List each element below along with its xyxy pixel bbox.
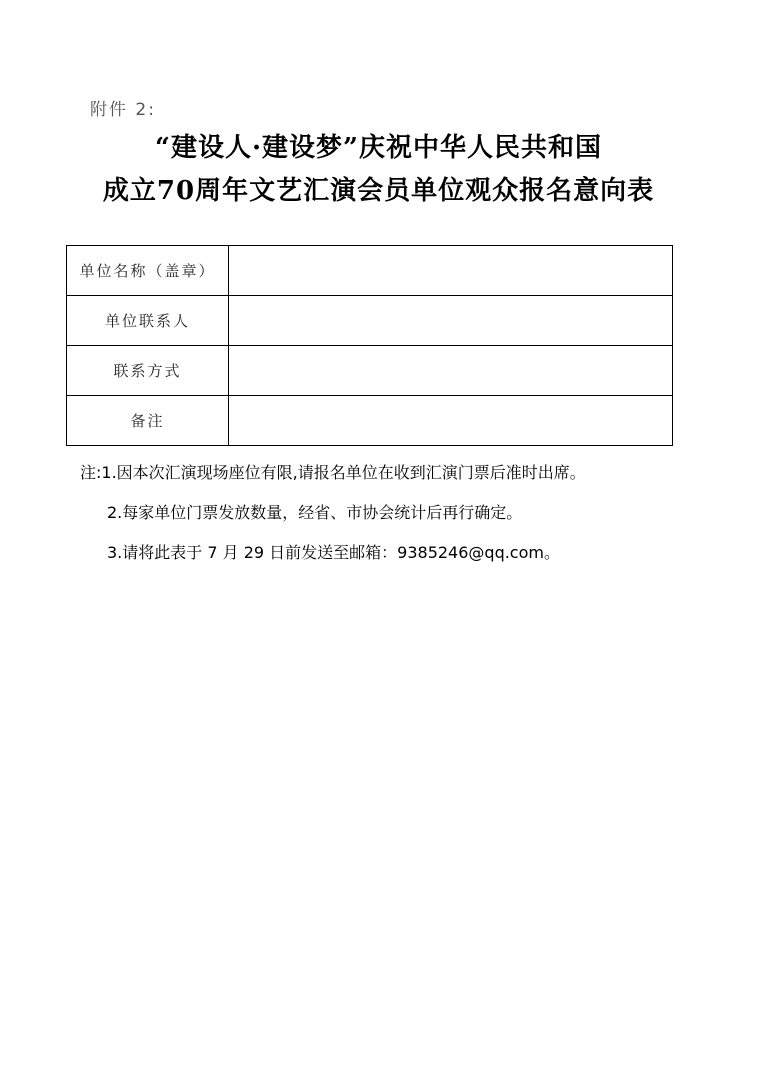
unit-name-field[interactable]: [229, 246, 673, 296]
attachment-label: 附件 2:: [90, 100, 156, 120]
contact-method-field[interactable]: [229, 346, 673, 396]
remarks-label: 备注: [67, 396, 229, 446]
registration-form-table: [66, 245, 673, 446]
form-title-line-2: 成立70周年文艺汇演会员单位观众报名意向表: [102, 176, 655, 206]
form-row-remarks: [67, 396, 673, 446]
contact-person-field[interactable]: [229, 296, 673, 346]
note-2: 2.每家单位门票发放数量，经省、市协会统计后再行确定。: [107, 503, 523, 522]
note-3: 3.请将此表于 7 月 29 日前发送至邮箱：9385246@qq.com。: [107, 543, 560, 562]
unit-name-label: 单位名称（盖章）: [67, 246, 229, 296]
note-1: 注:1.因本次汇演现场座位有限,请报名单位在收到汇演门票后准时出席。: [80, 463, 586, 482]
form-row-contact-method: [67, 346, 673, 396]
contact-person-label: 单位联系人: [67, 296, 229, 346]
form-row-unit-name: [67, 246, 673, 296]
form-title-line-1: “建设人·建设梦”庆祝中华人民共和国: [155, 133, 602, 163]
contact-method-label: 联系方式: [67, 346, 229, 396]
form-row-contact-person: [67, 296, 673, 346]
remarks-field[interactable]: [229, 396, 673, 446]
